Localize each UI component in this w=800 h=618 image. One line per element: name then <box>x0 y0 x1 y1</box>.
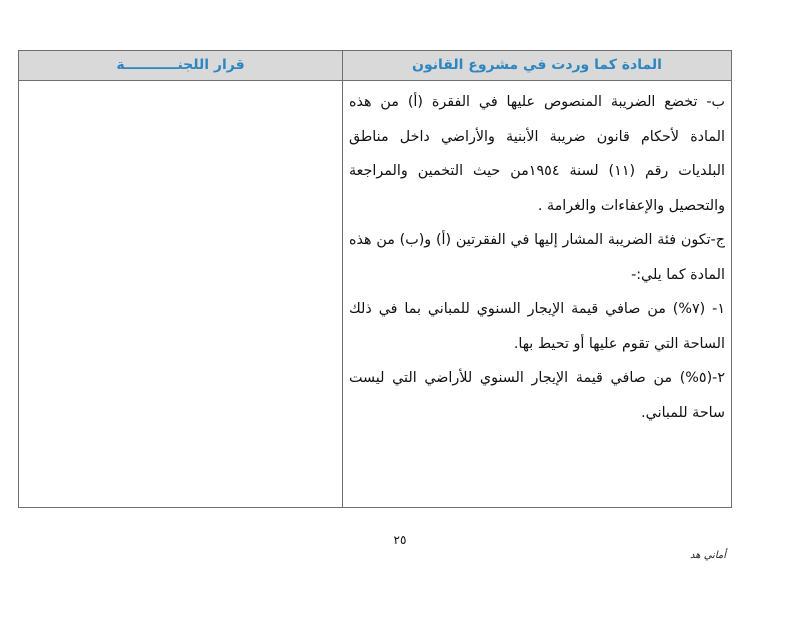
table-header <box>19 51 731 81</box>
header-article-as-in-draft-law: المادة كما وردت في مشروع القانون <box>412 57 662 73</box>
paragraph-c: ج-تكون فئة الضريبة المشار إليها في الفقرتين (أ) و(ب) من هذه المادة كما يلي:- <box>349 232 725 283</box>
header-committee-decision: قرار اللجنـــــــــــة <box>116 57 245 73</box>
page-number: ٢٥ <box>393 533 407 547</box>
law-article-table <box>18 50 732 508</box>
typist-signature: أماني هد <box>690 550 727 561</box>
paragraph-b: ب- تخضع الضريبة المنصوص عليها في الفقرة (أ) من هذه المادة لأحكام قانون ضريبة الأبنية والأراضي داخل مناطق البلديات رقم (١١) لسنة ١٩٥٤من حيث التخمين والمراجعة والتحصيل والإعفاءات والغرامة . <box>349 94 725 214</box>
article-text-cell <box>349 85 725 430</box>
item-1: ١- (٧%) من صافي قيمة الإيجار السنوي للمباني بما في ذلك الساحة التي تقوم عليها أو تحيط بها. <box>349 301 726 352</box>
item-2: ٢-(٥%) من صافي قيمة الإيجار السنوي للأراضي التي ليست ساحة للمباني. <box>349 370 725 421</box>
column-divider <box>342 51 343 507</box>
